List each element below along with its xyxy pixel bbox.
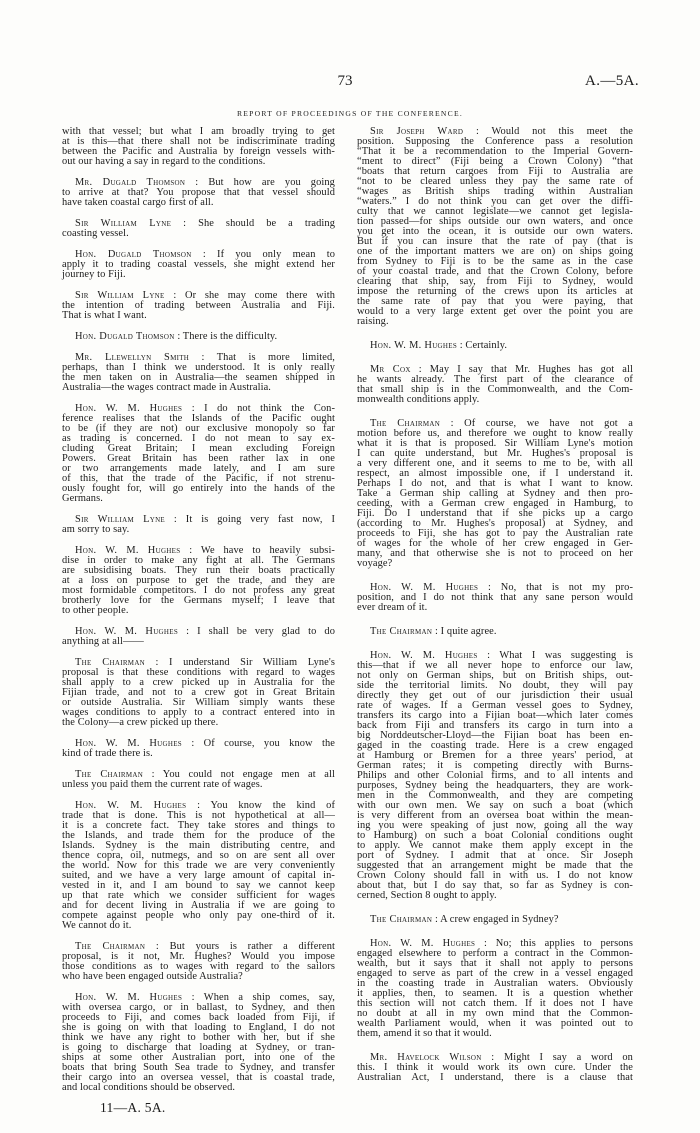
text-line: engaged elsewhere to perform a contract in the Common- <box>357 948 633 959</box>
text-line: you get into the ocean, it is outside our own waters. <box>357 226 633 237</box>
text-line: in the coasting trade in Australian waters. Obviously <box>357 978 633 989</box>
document-reference: A.—5A. <box>585 73 640 89</box>
text-line: Take a German ship calling at Sydney and then pro- <box>357 488 633 499</box>
text-line: it is a concrete fact. They take stores and things to <box>62 820 335 831</box>
text-line: it applies, then, to seamen. It is a question whether <box>357 988 633 999</box>
text-line: Philips and other Colonial firms, and to all intents and <box>357 770 633 781</box>
line-text: : Of course, you know the <box>191 738 335 749</box>
speech-paragraph <box>357 583 633 613</box>
text-line: the intention of trading between Australia and Fiji. <box>62 300 335 311</box>
text-line: to Hamburg) on such a boat Colonial conditions ought <box>357 830 633 841</box>
line-text: : May I say that Mr. Hughes has got all <box>418 364 633 375</box>
text-line: tion passed—for ships outside our own waters, and once <box>357 216 633 227</box>
text-line: We cannot do it. <box>62 920 132 931</box>
text-line: suited, and we have a very large amount of capital in- <box>62 870 335 881</box>
text-line: no doubt at all in my own mind that the Common- <box>357 1008 633 1019</box>
text-line: from Sydney to Fiji is to be the same as in the case <box>357 256 633 267</box>
speaker-name: Hon. W. M. Hughes <box>75 626 179 637</box>
speech-paragraph <box>62 942 335 982</box>
speaker-name: Hon. W. M. Hughes <box>370 650 478 661</box>
text-line: “wages as British ships trading within Australian <box>357 186 633 197</box>
text-line: Australian Act, I understand, there is a clause that <box>357 1072 633 1083</box>
running-title: REPORT OF PROCEEDINGS OF THE CONFERENCE. <box>236 109 464 118</box>
line-text: : You could not engage men at all <box>151 769 335 780</box>
text-line: between the Pacific and Australia by foreign vessels with- <box>62 146 335 157</box>
text-line: big Norddeutscher-Lloyd—the Fijian boat has been en- <box>357 730 633 741</box>
line-text: : But how are you going <box>195 177 335 188</box>
left-column <box>62 127 335 1093</box>
speech-paragraph <box>62 178 335 208</box>
speaker-name: Hon. W. M. Hughes <box>370 938 476 949</box>
text-line: of this, that the trade of the Pacific, if not strenu- <box>62 473 335 484</box>
text-line: “waters.” I do not think you can get over the diffi- <box>357 196 633 207</box>
text-line: Australia—the wages contract made in Australia. <box>62 382 271 393</box>
text-line: with our own men. We say on such a boat (which <box>357 800 633 811</box>
text-line: wealth, but it says that it shall not apply to persons <box>357 958 633 969</box>
text-line: the same rate of pay that you were paying, that <box>357 296 633 307</box>
text-line: port of Sydney. I admit that at once. Sir Joseph <box>357 850 633 861</box>
speech-paragraph <box>62 658 335 728</box>
text-line: with oversea cargo, or in ballast, to Sydney, and then <box>62 1002 335 1013</box>
text-line: engaged to serve as part of the crew in a vessel engaged <box>357 968 633 979</box>
line-text: : She should be a trading <box>183 218 335 229</box>
speech-paragraph <box>357 1053 633 1083</box>
text-line: not only on German ships, but on British ships, out- <box>357 670 633 681</box>
text-line: gaged in the coasting trade. Here is a crew engaged <box>357 740 633 751</box>
speaker-name: Hon. W. M. Hughes <box>75 545 181 556</box>
speaker-name: Sir William Lyne <box>75 514 166 525</box>
speech-paragraph <box>62 404 335 504</box>
text-line: raising. <box>357 316 389 327</box>
text-line: ference realises that the Islands of the Pacific ought <box>62 413 335 424</box>
text-line: monwealth conditions apply. <box>357 394 480 405</box>
line-text: : Might I say a word on <box>491 1052 633 1063</box>
text-line: That is what I want. <box>62 310 147 321</box>
speaker-name: Hon. W. M. Hughes <box>75 403 183 414</box>
text-line: transfers its cargo into a Fijian boat—which later comes <box>357 710 633 721</box>
text-line: would to a very large extent get over the point you are <box>357 306 633 317</box>
speech-paragraph <box>357 341 633 351</box>
speaker-name: Hon. W. M. Hughes <box>75 738 182 749</box>
speaker-name: Sir William Lyne <box>75 290 165 301</box>
text-line: back from Fiji and transfers its cargo in turn into a <box>357 720 633 731</box>
speaker-name: Hon. Dugald Thomson <box>75 331 175 342</box>
speaker-name: The Chairman <box>370 914 433 925</box>
text-line: impose the returning of the crews upon its articles at <box>357 286 633 297</box>
text-line: to arrive at that? You propose that that vessel should <box>62 187 335 198</box>
text-line: what it is that is proposed. Sir William Lyne's motion <box>357 438 633 449</box>
speech-paragraph <box>62 127 335 167</box>
speaker-name: Sir William Lyne <box>75 218 172 229</box>
text-line: their cargo into an oversea vessel, that is coastal trade, <box>62 1072 335 1083</box>
text-line: them, amend it so that it would. <box>357 1028 492 1039</box>
line-text: : Of course, we have not got a <box>450 418 633 429</box>
text-line: culty that we cannot legislate—we cannot get legisla- <box>357 206 633 217</box>
text-line: at Hamburg or Bremen for a three years' period, at <box>357 750 633 761</box>
text-line: out our having a say in regard to the conditions. <box>62 156 266 167</box>
text-line: ceeding, with a German crew engaged in Hamburg, to <box>357 498 633 509</box>
text-line: at is this—that there shall not be indiscriminate trading <box>62 136 335 147</box>
text-line: and for decent living in Australia if we are going to <box>62 900 335 911</box>
text-line: ships at some other Australian port, into one of the <box>62 1052 335 1063</box>
text-line: side the territorial limits. No doubt, they will pay <box>357 680 633 691</box>
text-line: perhaps, than I think we understood. It is only really <box>62 362 335 373</box>
line-text: : What I was suggesting is <box>487 650 633 661</box>
speaker-name: The Chairman <box>75 769 144 780</box>
line-text: : When a ship comes, say, <box>191 992 335 1003</box>
text-line: to apply. We cannot make them apply except in the <box>357 840 633 851</box>
line-text: : A crew engaged in Sydney? <box>434 914 559 925</box>
speaker-name: The Chairman <box>370 418 441 429</box>
text-line: or two arrangements made lately, and I am sure <box>62 463 335 474</box>
text-line: the men taken on in Australia—the seamen shipped in <box>62 372 335 383</box>
text-line: boats that bring South Sea trade to Sydney, and transfer <box>62 1062 335 1073</box>
text-line: proceeds to Fiji, she has got to pay the Australian rate <box>357 528 633 539</box>
text-line: and local conditions should be observed. <box>62 1082 236 1093</box>
speaker-name: Hon. W. M. Hughes <box>75 992 183 1003</box>
text-line: at a loss on purpose to get the trade, and they are <box>62 575 335 586</box>
text-line: about that, but I do say that, so far as Sydney is con- <box>357 880 633 891</box>
text-line: she is going on with that loading to England, I do not <box>62 1022 335 1033</box>
speech-paragraph <box>357 651 633 901</box>
text-line: anything at all—— <box>62 636 144 647</box>
speaker-name: Sir Joseph Ward <box>370 126 464 137</box>
line-text: : You know the kind of <box>197 800 335 811</box>
text-line: Fiji. Do I understand that if she picks up a cargo <box>357 508 633 519</box>
speech-paragraph <box>62 219 335 239</box>
text-line <box>357 341 633 351</box>
line-text: : If you only mean to <box>202 249 335 260</box>
speaker-name: The Chairman <box>75 941 146 952</box>
text-line: Fijian trade, and not to a crew got in Great Britain <box>62 687 335 698</box>
speech-paragraph <box>62 801 335 931</box>
speech-paragraph <box>357 419 633 569</box>
text-line: up that rate which we consider sufficient for wages <box>62 890 335 901</box>
text-line: think we have any right to bother with her, but if she <box>62 1032 335 1043</box>
text-line: (according to Mr. Hughes's proposal) at Sydney, and <box>357 518 633 529</box>
text-line: position. Supposing the Conference pass a resolution <box>357 136 633 147</box>
text-line <box>62 332 335 342</box>
speech-paragraph <box>357 939 633 1039</box>
speaker-name: The Chairman <box>75 657 146 668</box>
speech-paragraph <box>357 627 633 637</box>
text-line: brotherly love for the Germans myself; I leave that <box>62 595 335 606</box>
text-line: this. I think it would work its own cure. Under the <box>357 1062 633 1073</box>
speech-paragraph <box>62 770 335 790</box>
text-line: unless you paid them the current rate of wages. <box>62 779 263 790</box>
text-line: suggested that an arrangement might be made that the <box>357 860 633 871</box>
text-line: But if you can insure that the rate of pay (that is <box>357 236 633 247</box>
text-line: vested in it, and I am bound to say we cannot keep <box>62 880 335 891</box>
line-text: : I shall be very glad to do <box>186 626 335 637</box>
line-text: : Certainly. <box>459 340 508 351</box>
speaker-name: The Chairman <box>370 626 433 637</box>
text-line: position, and I do not think that any sane person would <box>357 592 633 603</box>
text-line: this—that if we all never hope to enforce our law, <box>357 660 633 671</box>
text-line: shall apply to a crew picked up in Australia for the <box>62 677 335 688</box>
speech-paragraph <box>62 546 335 616</box>
line-text: : No, that is not my pro- <box>488 582 634 593</box>
text-line: most formidable competitors. I do not profess any great <box>62 585 335 596</box>
text-line: proposal, is it not, Mr. Hughes? Would you impose <box>62 951 335 962</box>
speech-paragraph <box>62 332 335 342</box>
text-line: of your coastal trade, and that the Crown Colony, before <box>357 266 633 277</box>
text-line: wages conditions to apply to a contract entered into in <box>62 707 335 718</box>
text-line: am sorry to say. <box>62 524 130 535</box>
text-line: to other people. <box>62 605 129 616</box>
page-number: 73 <box>337 73 353 89</box>
line-text: : But yours is rather a different <box>155 941 335 952</box>
text-line: ever dream of it. <box>357 602 428 613</box>
speech-paragraph <box>62 739 335 759</box>
speaker-name: Mr. Dugald Thomson <box>75 177 186 188</box>
text-line: purposes, Sydney being the headquarters, they are work- <box>357 780 633 791</box>
text-line: Islands. Sydney is the main distributing centre, and <box>62 840 335 851</box>
text-line: is very different from an oversea boat within the mean- <box>357 810 633 821</box>
text-line: German rates; it is competing directly with Burns- <box>357 760 633 771</box>
text-line: wealth Parliament would, when it was pointed out to <box>357 1018 633 1029</box>
text-line: motion before us, and therefore we ought to know really <box>357 428 633 439</box>
text-line: “That it be a recommendation to the Imperial Govern- <box>357 146 633 157</box>
text-line: proposal is that these conditions with regard to wages <box>62 667 335 678</box>
text-line: directly they get out of our jurisdiction their usual <box>357 690 633 701</box>
speaker-name: Mr. Havelock Wilson <box>370 1052 482 1063</box>
text-line <box>357 627 633 637</box>
text-line: that small ship is in the Commonwealth, and the Com- <box>357 384 633 395</box>
line-text: : I quite agree. <box>434 626 497 637</box>
speech-paragraph <box>62 353 335 393</box>
speaker-name: Mr Cox <box>370 364 411 375</box>
text-line: voyage? <box>357 558 393 569</box>
speech-paragraph <box>357 365 633 405</box>
text-line: are subsidising boats. They run their boats practically <box>62 565 335 576</box>
text-line: dise in order to make any fight at all. The Germans <box>62 555 335 566</box>
text-line: many, and that otherwise she is not to proceed on her <box>357 548 633 559</box>
speech-paragraph <box>62 993 335 1093</box>
text-line: journey to Fiji. <box>62 269 126 280</box>
line-text: : We have to heavily subsi- <box>189 545 335 556</box>
right-column <box>357 127 633 1083</box>
speech-paragraph <box>357 915 633 925</box>
text-line: of wages for the whole of her crew engaged in Ger- <box>357 538 633 549</box>
line-text: : No; this applies to persons <box>484 938 633 949</box>
text-line: “boats that return cargoes from Fiji to Australia are <box>357 166 633 177</box>
signature-mark: 11—A. 5A. <box>100 1100 166 1115</box>
text-line: cerned, Section 8 ought to apply. <box>357 890 497 901</box>
line-text: : There is the difficulty. <box>177 331 278 342</box>
speaker-name: Hon. Dugald Thomson <box>75 249 192 260</box>
text-line: thence copra, oil, nutmegs, and so on are sent all over <box>62 850 335 861</box>
text-line: rate of wages. If a German vessel goes to Sydney, <box>357 700 633 711</box>
text-line: is going to discharge that loading at Sydney, or tran- <box>62 1042 335 1053</box>
text-line: Perhaps I do not, and that is what I want to know. <box>357 478 633 489</box>
text-line: ing you were speaking of just now, going all the way <box>357 820 633 831</box>
text-line: this section will not catch them. If it does not I have <box>357 998 633 1009</box>
text-line: the world. Now for this trade we are very conveniently <box>62 860 335 871</box>
text-line: apply it to trading coastal vessels, she might extend her <box>62 259 335 270</box>
text-line: the Islands, and trade them for the produce of the <box>62 830 335 841</box>
text-line: have taken coastal cargo first of all. <box>62 197 214 208</box>
text-line: men in the Commonwealth, and they are competing <box>357 790 633 801</box>
text-line: he wants already. The first part of the clearance of <box>357 374 633 385</box>
line-text: : That is more limited, <box>201 352 335 363</box>
line-text: : I understand Sir William Lyne's <box>155 657 335 668</box>
text-line: compete against people who only pay one-third of it. <box>62 910 335 921</box>
text-line: Powers. Great Britain has been rather lax in one <box>62 453 335 464</box>
text-line: with that vessel; but what I am broadly trying to get <box>62 126 335 137</box>
speech-paragraph <box>357 127 633 327</box>
text-line: trade that is done. This is not hypothetical at all— <box>62 810 335 821</box>
speaker-name: Hon. W. M. Hughes <box>370 340 458 351</box>
text-line: to be (if they are not) our exclusive monopoly so far <box>62 423 335 434</box>
speaker-name: Hon. W. M. Hughes <box>75 800 187 811</box>
text-line: ously fought for, will go entirely into the hands of the <box>62 483 335 494</box>
text-line: or outside Australia. Sir William simply wants these <box>62 697 335 708</box>
text-line: those conditions as to wages with regard to the sailors <box>62 961 335 972</box>
text-line: a very different one, and it seems to me to be, with all <box>357 458 633 469</box>
text-line: Crown Colony should fall in with us. I do not know <box>357 870 633 881</box>
line-text: : Or she may come there with <box>173 290 335 301</box>
text-line: Germans. <box>62 493 103 504</box>
speech-paragraph <box>62 250 335 280</box>
speech-paragraph <box>62 515 335 535</box>
text-line: “not to be cleared unless they pay the same rate of <box>357 176 633 187</box>
line-text: : I do not think the Con- <box>191 403 336 414</box>
text-line: one of the important matters we are on) on ships going <box>357 246 633 257</box>
speech-paragraph <box>62 627 335 647</box>
text-line: who have been engaged outside Australia? <box>62 971 243 982</box>
text-line: coasting vessel. <box>62 228 129 239</box>
text-line: clearing that ship, say, from Fiji to Sydney, would <box>357 276 633 287</box>
text-line: as trading is concerned. I do not mean to say ex- <box>62 433 335 444</box>
text-line <box>357 915 633 925</box>
text-line: the Colony—a crew picked up there. <box>62 717 219 728</box>
speaker-name: Mr. Llewellyn Smith <box>75 352 190 363</box>
text-line: cluding Great Britain; I mean excluding Foreign <box>62 443 335 454</box>
line-text: : Would not this meet the <box>475 126 633 137</box>
text-line: proceeds to Fiji, and comes back loaded from Fiji, if <box>62 1012 335 1023</box>
speaker-name: Hon. W. M. Hughes <box>370 582 479 593</box>
text-line: I can quite understand, but Mr. Hughes's proposal is <box>357 448 633 459</box>
text-line: kind of trade there is. <box>62 748 153 759</box>
speech-paragraph <box>62 291 335 321</box>
line-text: : It is going very fast now, I <box>173 514 335 525</box>
text-line: “ment to direct” (Fiji being a Crown Colony) “that <box>357 156 633 167</box>
text-line: respect, an almost impossible one, if I understand it. <box>357 468 633 479</box>
